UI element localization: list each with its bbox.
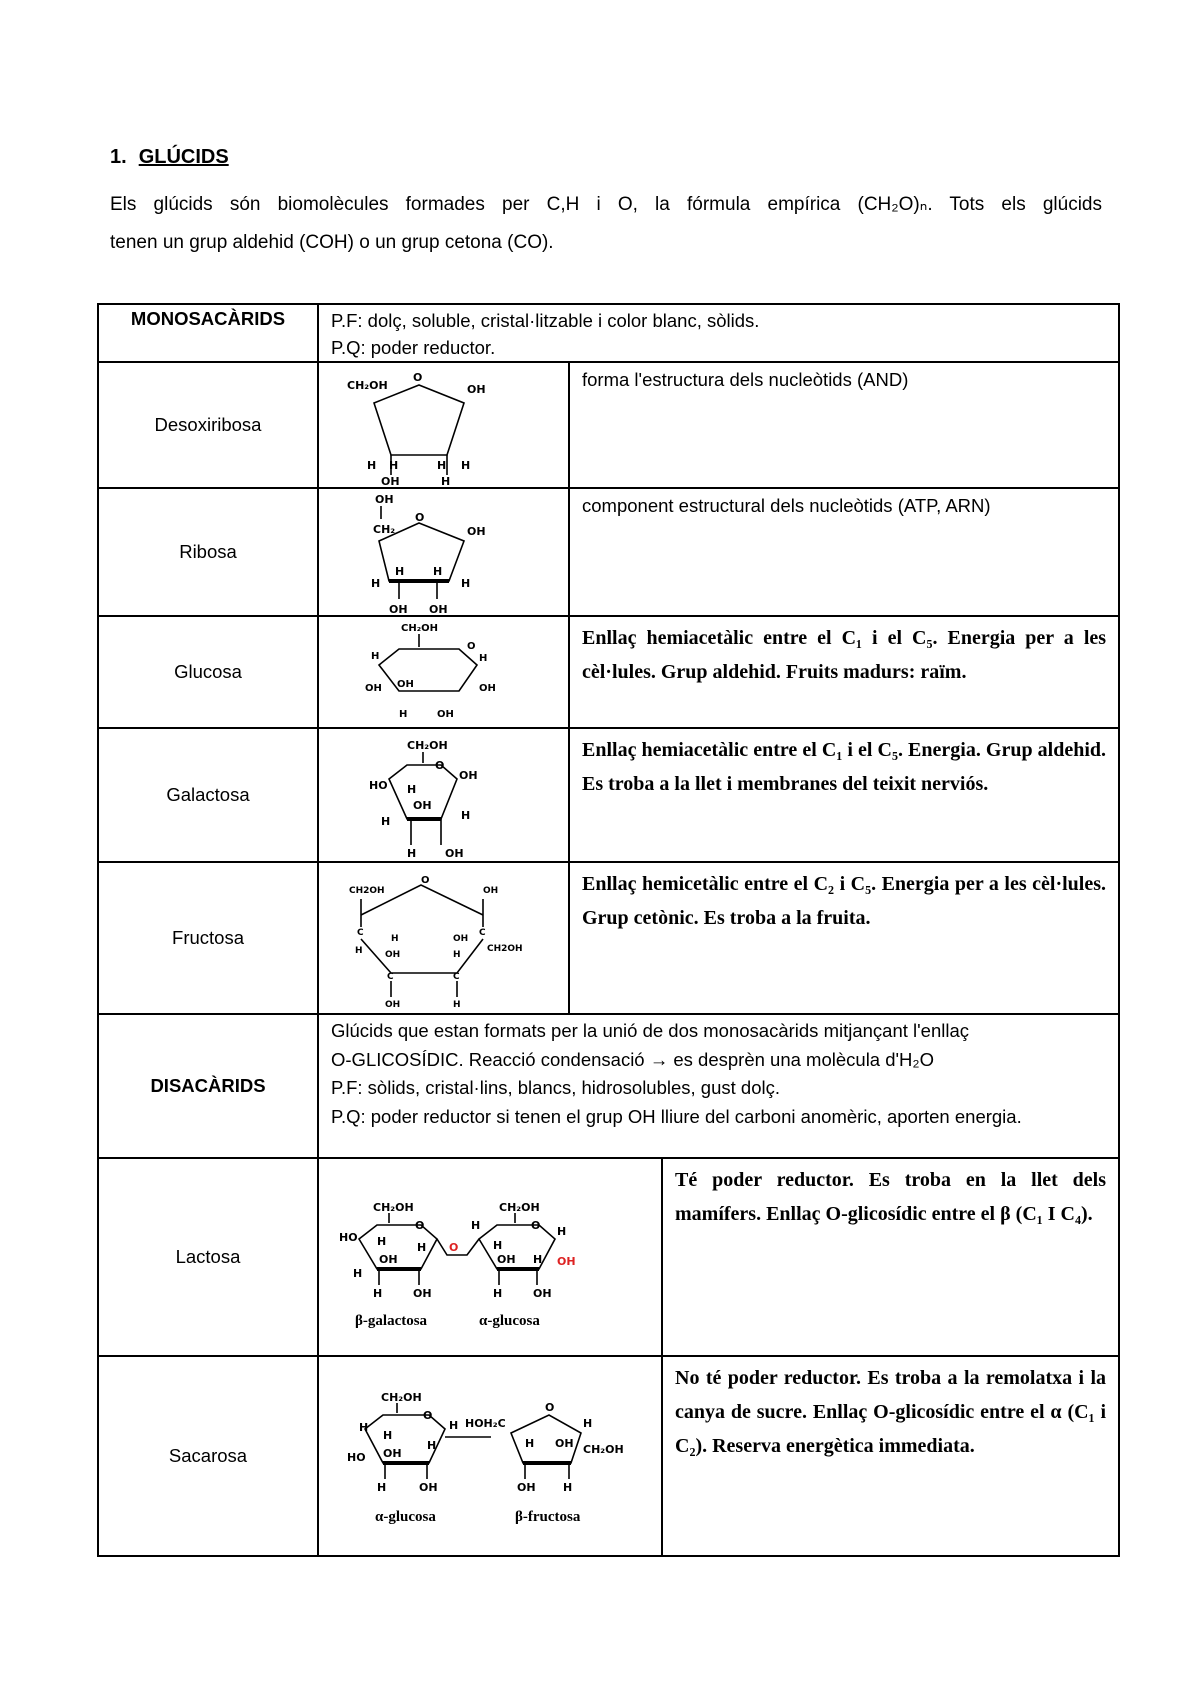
svg-text:H: H [377,1235,387,1248]
svg-text:O: O [449,1241,459,1254]
svg-text:OH: OH [557,1255,576,1268]
svg-text:OH: OH [453,934,469,944]
svg-text:H: H [449,1419,459,1432]
galactosa-structure [318,728,569,862]
sacarosa-label-a: α-glucosa [375,1509,436,1525]
svg-text:OH: OH [385,1000,401,1010]
svg-text:HO: HO [339,1231,358,1244]
row-name: Sacarosa [98,1356,318,1556]
table-row-ribosa [98,488,1119,616]
svg-text:C: C [479,928,486,938]
svg-text:OH: OH [467,383,486,396]
svg-text:H: H [557,1225,567,1238]
svg-text:OH: OH [379,1253,398,1266]
svg-text:OH: OH [397,679,414,690]
sacarosa-label-b: β-fructosa [515,1509,581,1525]
fructosa-desc: Enllaç hemicetàlic entre el C₂ i C₅. Energia per a les cèl·lules. Grup cetònic. Es troba a la fruita. [582,873,1107,929]
table-row-desoxiribosa [98,362,1119,488]
svg-text:CH₂OH: CH₂OH [401,623,438,634]
svg-text:H: H [453,950,461,960]
svg-text:H: H [583,1417,593,1430]
disacarids-line-2: O-GLICOSÍDIC. Reacció condensació → es desprèn una molècula d'H₂O [331,1048,934,1070]
svg-text:OH: OH [429,603,448,615]
ch2oh-label: CH₂OH [347,379,388,392]
row-description [662,1356,1119,1556]
svg-text:H: H [407,847,417,860]
fructosa-structure [318,862,569,1014]
row-name: Lactosa [98,1158,318,1356]
svg-text:HO: HO [369,779,388,792]
lactosa-structure [318,1158,662,1356]
svg-text:H: H [461,459,471,472]
row-name: Galactosa [98,728,318,862]
svg-text:OH: OH [413,1287,432,1300]
glucosa-structure [318,616,569,728]
svg-text:OH: OH [555,1437,574,1450]
svg-text:CH2OH: CH2OH [487,944,523,954]
svg-text:O: O [421,875,430,886]
disacarids-pf: P.F: sòlids, cristal·lins, blancs, hidrosolubles, gust dolç. [331,1077,780,1098]
row-name: Ribosa [98,488,318,616]
lactosa-label-b: α-glucosa [479,1313,540,1329]
svg-text:H: H [427,1439,437,1452]
monosacarids-label: MONOSACÀRIDS [98,304,318,362]
row-description [569,728,1119,862]
svg-text:OH: OH [517,1481,536,1494]
svg-text:OH: OH [437,709,454,720]
svg-text:O: O [435,759,445,772]
svg-text:OH: OH [459,769,478,782]
table-row-sacarosa [98,1356,1119,1556]
table-row-glucosa [98,616,1119,728]
monosacarids-properties [318,304,1119,362]
svg-text:CH2OH: CH2OH [349,886,385,896]
svg-text:H: H [353,1267,363,1280]
svg-text:OH: OH [389,603,408,615]
svg-text:O: O [413,371,423,384]
svg-text:CH₂OH: CH₂OH [407,739,448,752]
disacarids-label: DISACÀRIDS [98,1014,318,1158]
svg-text:H: H [371,651,380,662]
section-title: GLÚCIDS [138,146,229,168]
svg-text:CH₂OH: CH₂OH [373,1201,414,1214]
svg-text:C: C [453,972,460,982]
row-description [569,862,1119,1014]
monosacarids-header-row [98,304,1119,362]
lactosa-desc: Té poder reductor. Es troba en la llet dels mamífers. Enllaç O-glicosídic entre el β (C₁ I C₄). [675,1169,1107,1225]
intro-line-2: tenen un grup aldehid (COH) o un grup cetona (CO). [110,232,554,253]
galactosa-desc: Enllaç hemiacetàlic entre el C₁ i el C₅. Energia. Grup aldehid. Es troba a la llet i membranes del teixit nerviós. [582,739,1107,795]
svg-text:CH₂OH: CH₂OH [583,1443,624,1456]
svg-text:C: C [387,972,394,982]
intro-line-1: Els glúcids són biomolècules formades per C,H i O, la fórmula empírica (CH₂O)ₙ. Tots els glúcids [110,194,1102,215]
svg-text:OH: OH [467,525,486,538]
svg-text:H: H [471,1219,481,1232]
svg-text:H: H [461,577,471,590]
row-description [569,616,1119,728]
disacarids-pq: P.Q: poder reductor si tenen el grup OH lliure del carboni anomèric, aporten energia. [331,1105,1022,1127]
row-description [569,488,1119,616]
svg-text:H: H [367,459,377,472]
sacarosa-structure [318,1356,662,1556]
section-heading [110,146,229,169]
svg-text:OH: OH [497,1253,516,1266]
table-row-galactosa [98,728,1119,862]
svg-text:H: H [355,946,363,956]
row-description [569,362,1119,488]
svg-text:HOH₂C: HOH₂C [465,1417,506,1430]
svg-text:H: H [395,565,405,578]
ribosa-desc: component estructural dels nucleòtids (ATP, ARN) [582,495,991,516]
svg-text:OH: OH [483,886,499,896]
svg-text:OH: OH [385,950,401,960]
svg-text:O: O [415,511,425,524]
svg-text:H: H [453,1000,461,1010]
svg-text:H: H [389,459,399,472]
table-row-lactosa [98,1158,1119,1356]
row-name: Desoxiribosa [98,362,318,488]
svg-text:HO: HO [347,1451,366,1464]
svg-text:OH: OH [479,683,496,694]
svg-text:H: H [441,475,451,487]
svg-text:OH: OH [533,1287,552,1300]
svg-text:H: H [371,577,381,590]
svg-text:C: C [357,928,364,938]
svg-text:H: H [417,1241,427,1254]
svg-text:O: O [415,1219,425,1232]
svg-text:H: H [399,709,408,720]
monosacarids-pq: P.Q: poder reductor. [331,337,496,358]
svg-text:O: O [545,1401,555,1414]
disacarids-header-row [98,1014,1119,1158]
svg-text:H: H [525,1437,535,1450]
monosacarids-pf: P.F: dolç, soluble, cristal·litzable i color blanc, sòlids. [331,310,760,331]
svg-text:H: H [383,1429,393,1442]
svg-text:H: H [433,565,443,578]
svg-text:H: H [391,934,399,944]
disacarids-properties [318,1014,1119,1158]
desoxiribosa-desc: forma l'estructura dels nucleòtids (AND) [582,369,909,390]
lactosa-label-a: β-galactosa [355,1313,428,1329]
svg-text:H: H [359,1421,369,1434]
svg-text:OH: OH [381,475,400,487]
svg-text:OH: OH [445,847,464,860]
svg-text:OH: OH [413,799,432,812]
svg-text:H: H [461,809,471,822]
disacarids-line-1: Glúcids que estan formats per la unió de dos monosacàrids mitjançant l'enllaç [331,1020,970,1041]
svg-text:CH₂: CH₂ [373,523,396,536]
ribosa-structure [318,488,569,616]
row-name: Glucosa [98,616,318,728]
row-name: Fructosa [98,862,318,1014]
svg-text:CH₂OH: CH₂OH [381,1391,422,1404]
svg-text:H: H [407,783,417,796]
svg-text:OH: OH [375,493,394,506]
svg-text:OH: OH [365,683,382,694]
sacarosa-desc: No té poder reductor. Es troba a la remolatxa i la canya de sucre. Enllaç O-glicosídic entre el α (C₁ i C₂). Reserva energètica immediata. [675,1367,1107,1457]
intro-paragraph [110,186,1102,262]
svg-text:H: H [493,1239,503,1252]
table-row-fructosa [98,862,1119,1014]
svg-text:OH: OH [383,1447,402,1460]
desoxiribosa-structure [318,362,569,488]
svg-text:O: O [467,641,476,652]
svg-text:H: H [533,1253,543,1266]
svg-text:O: O [423,1409,433,1422]
svg-text:H: H [479,653,488,664]
svg-text:OH: OH [419,1481,438,1494]
svg-text:H: H [381,815,391,828]
row-description [662,1158,1119,1356]
svg-text:H: H [493,1287,503,1300]
svg-text:H: H [437,459,447,472]
svg-text:O: O [531,1219,541,1232]
svg-text:CH₂OH: CH₂OH [499,1201,540,1214]
glucids-table [97,303,1120,1557]
svg-text:H: H [563,1481,573,1494]
svg-text:H: H [373,1287,383,1300]
svg-text:H: H [377,1481,387,1494]
glucosa-desc: Enllaç hemiacetàlic entre el C₁ i el C₅. Energia per a les cèl·lules. Grup aldehid. Fruits madurs: raïm. [582,627,1107,683]
section-number: 1. [110,146,127,168]
